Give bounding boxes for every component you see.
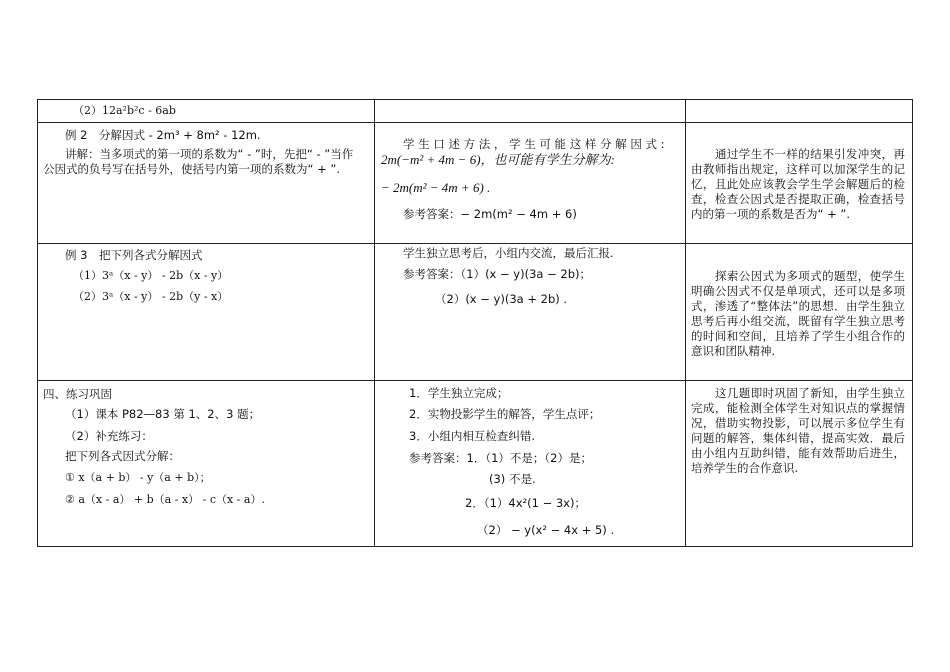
table-row-divider [37, 243, 913, 244]
practice-step2: 2．实物投影学生的解答，学生点评； [409, 407, 601, 421]
lesson-plan-table [37, 99, 913, 547]
practice-answer-line4: （2） − y(x² − 4x + 5) . [477, 523, 615, 537]
table-row-divider [37, 380, 913, 381]
example2-design-note: 通过学生不一样的结果引发冲突，再由教师指出规定，这样可以加深学生的记忆，且此处应该教会学生学会解题后的检查，检查公因式是否提取正确，检查括号内的第一项的系数是否为“ + ”. [691, 147, 905, 221]
table-border-top [37, 99, 913, 100]
practice-heading: 四、练习巩固 [43, 387, 112, 401]
example2-explanation-line2: 公因式的负号写在括号外，使括号内第一项的系数为“ + ”. [43, 162, 341, 176]
practice-answer-line1: 参考答案：1．（1）不是；（2）是； [409, 451, 592, 465]
table-border-bottom [37, 546, 913, 547]
example3-title: 例 3 把下列各式分解因式 [65, 248, 203, 262]
example3-item1: （1）3ᵃ（x - y） - 2b（x - y） [73, 269, 229, 282]
example3-item2: （2）3ᵃ（x - y） - 2b（y - x） [73, 290, 229, 303]
table-column-divider [374, 99, 375, 547]
example3-answer1: 参考答案：（1）(x − y)(3a − 2b)； [403, 267, 591, 281]
practice-step1: 1．学生独立完成； [409, 386, 509, 400]
practice-design-note: 这几题即时巩固了新知，由学生独立完成，能检测全体学生对知识点的掌握情况，借助实物投影，可以展示多位学生有问题的解答，集体纠错，提高实效．最后由小组内互助纠错，能有效帮助后进生，培养学生的合作意识. [691, 386, 905, 475]
example1-item2: （2）12a²b²c - 6ab [73, 104, 176, 117]
example2-explanation-line1: 讲解：当多项式的第一项的系数为“ - ”时，先把“ - ”当作 [65, 147, 354, 161]
practice-item1: （1）课本 P82—83 第 1、2、3 题； [65, 407, 261, 421]
practice-question1: ① x（a + b） - y（a + b）； [65, 471, 211, 484]
example2-student-line3: − 2m(m² − 4m + 6) . [381, 180, 491, 195]
practice-answer-line2: (3) 不是. [489, 472, 536, 486]
example2-reference-answer: 参考答案：− 2m(m² − 4m + 6) [403, 207, 577, 221]
example3-student-line1: 学生独立思考后，小组内交流，最后汇报. [403, 246, 614, 260]
example2-student-line2: 2m(−m² + 4m − 6)，也可能有学生分解为: [381, 152, 615, 167]
table-row-divider [37, 122, 913, 123]
table-border-right [912, 99, 913, 547]
practice-item2: （2）补充练习： [65, 429, 153, 443]
example2-title: 例 2 分解因式 - 2m³ + 8m² - 12m. [65, 128, 261, 142]
practice-instruction: 把下列各式因式分解： [65, 449, 180, 463]
example2-student-line1: 学 生 口 述 方 法 ， 学 生 可 能 这 样 分 解 因 式 : [403, 137, 665, 151]
table-border-left [37, 99, 38, 547]
practice-step3: 3．小组内相互检查纠错. [409, 429, 535, 443]
table-column-divider [685, 99, 686, 547]
example3-design-note: 探索公因式为多项式的题型，使学生明确公因式不仅是单项式，还可以是多项式，渗透了“整体法”的思想．由学生独立思考后再小组交流，既留有学生独立思考的时间和空间，且培养了学生小组合作的意识和团队精神. [691, 269, 905, 358]
practice-answer-line3: 2．（1）4x²(1 − 3x)； [465, 496, 586, 510]
practice-question2: ② a（x - a） + b（a - x） - c（x - a）. [65, 493, 265, 506]
example3-answer2: （2）(x − y)(3a + 2b) . [435, 292, 568, 306]
